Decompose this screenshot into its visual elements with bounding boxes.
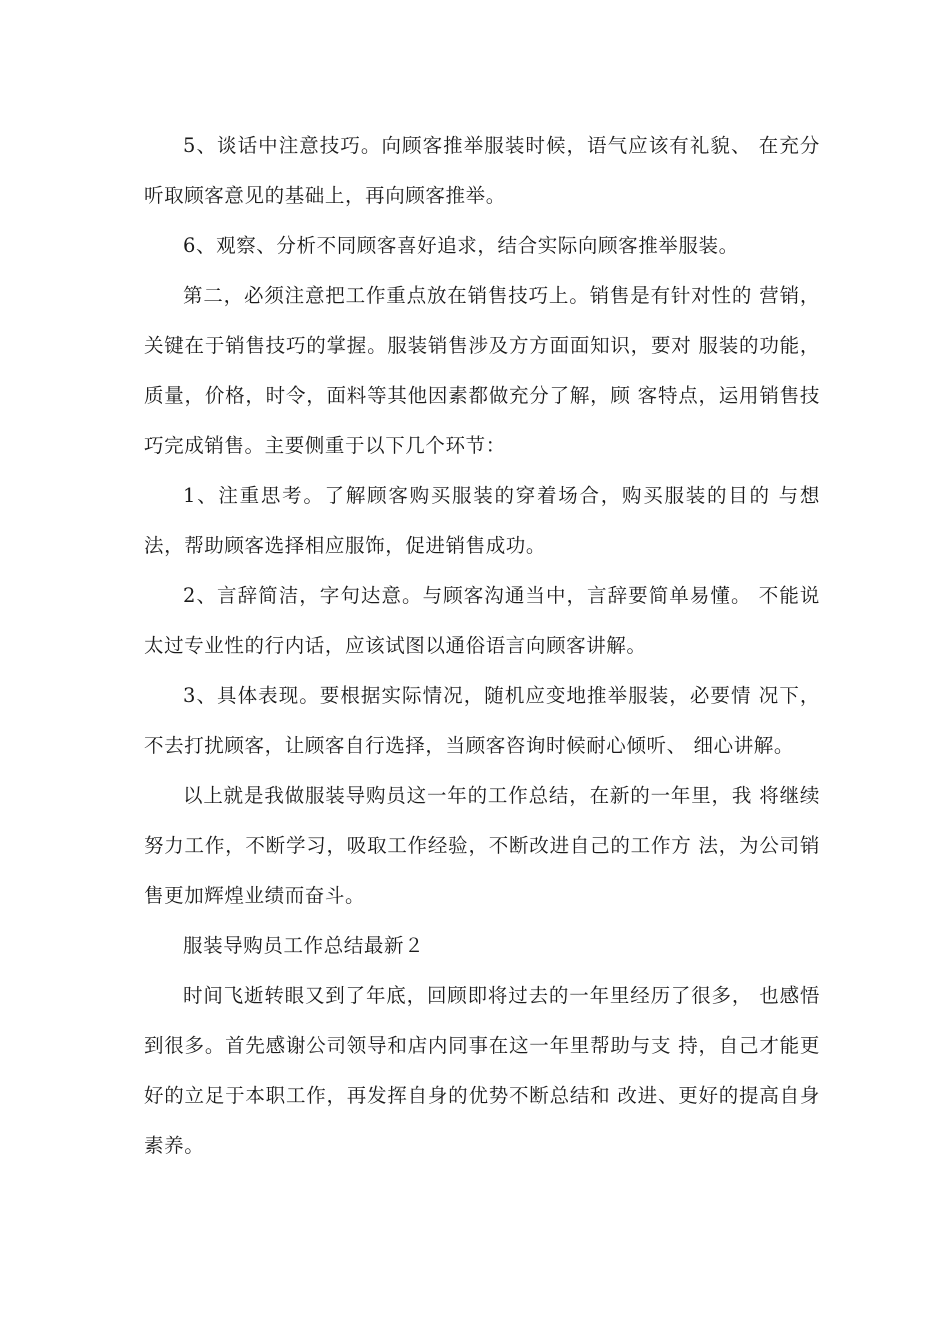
paragraph-tip-6: 6、观察、分析不同顾客喜好追求，结合实际向顾客推举服装。 [183, 234, 739, 257]
paragraph-point-1: 1、注重思考。了解顾客购买服装的穿着场合，购买服装的目的 与想法，帮助顾客选择相应服饰，促进销售成功。 [144, 484, 820, 557]
paragraph-intro-2: 时间飞逝转眼又到了年底，回顾即将过去的一年里经历了很多， 也感悟到很多。首先感谢公司领导和店内同事在这一年里帮助与支 持，自己才能更好的立足于本职工作，再发挥自身的优势不断总结和 改进、更好的提高自身素养。 [144, 984, 820, 1157]
paragraph-point-2: 2、言辞简洁，字句达意。与顾客沟通当中，言辞要简单易懂。 不能说太过专业性的行内话，应该试图以通俗语言向顾客讲解。 [144, 584, 820, 657]
paragraph-conclusion: 以上就是我做服装导购员这一年的工作总结，在新的一年里，我 将继续努力工作，不断学习，吸取工作经验，不断改进自己的工作方 法，为公司销售更加辉煌业绩而奋斗。 [144, 784, 820, 907]
paragraph-tip-5: 5、谈话中注意技巧。向顾客推举服装时候，语气应该有礼貌、 在充分听取顾客意见的基础上，再向顾客推举。 [144, 134, 820, 207]
paragraph-section-two: 第二，必须注意把工作重点放在销售技巧上。销售是有针对性的 营销，关键在于销售技巧的掌握。服装销售涉及方方面面知识，要对 服装的功能，质量，价格，时令，面料等其他因素都做充分了解，顾 客特点，运用销售技巧完成销售。主要侧重于以下几个环节： [144, 284, 820, 457]
document-body [144, 121, 820, 1171]
section-heading: 服装导购员工作总结最新２ [183, 934, 425, 957]
paragraph-point-3: 3、具体表现。要根据实际情况，随机应变地推举服装，必要情 况下，不去打扰顾客，让顾客自行选择，当顾客咨询时候耐心倾听、 细心讲解。 [144, 684, 820, 757]
